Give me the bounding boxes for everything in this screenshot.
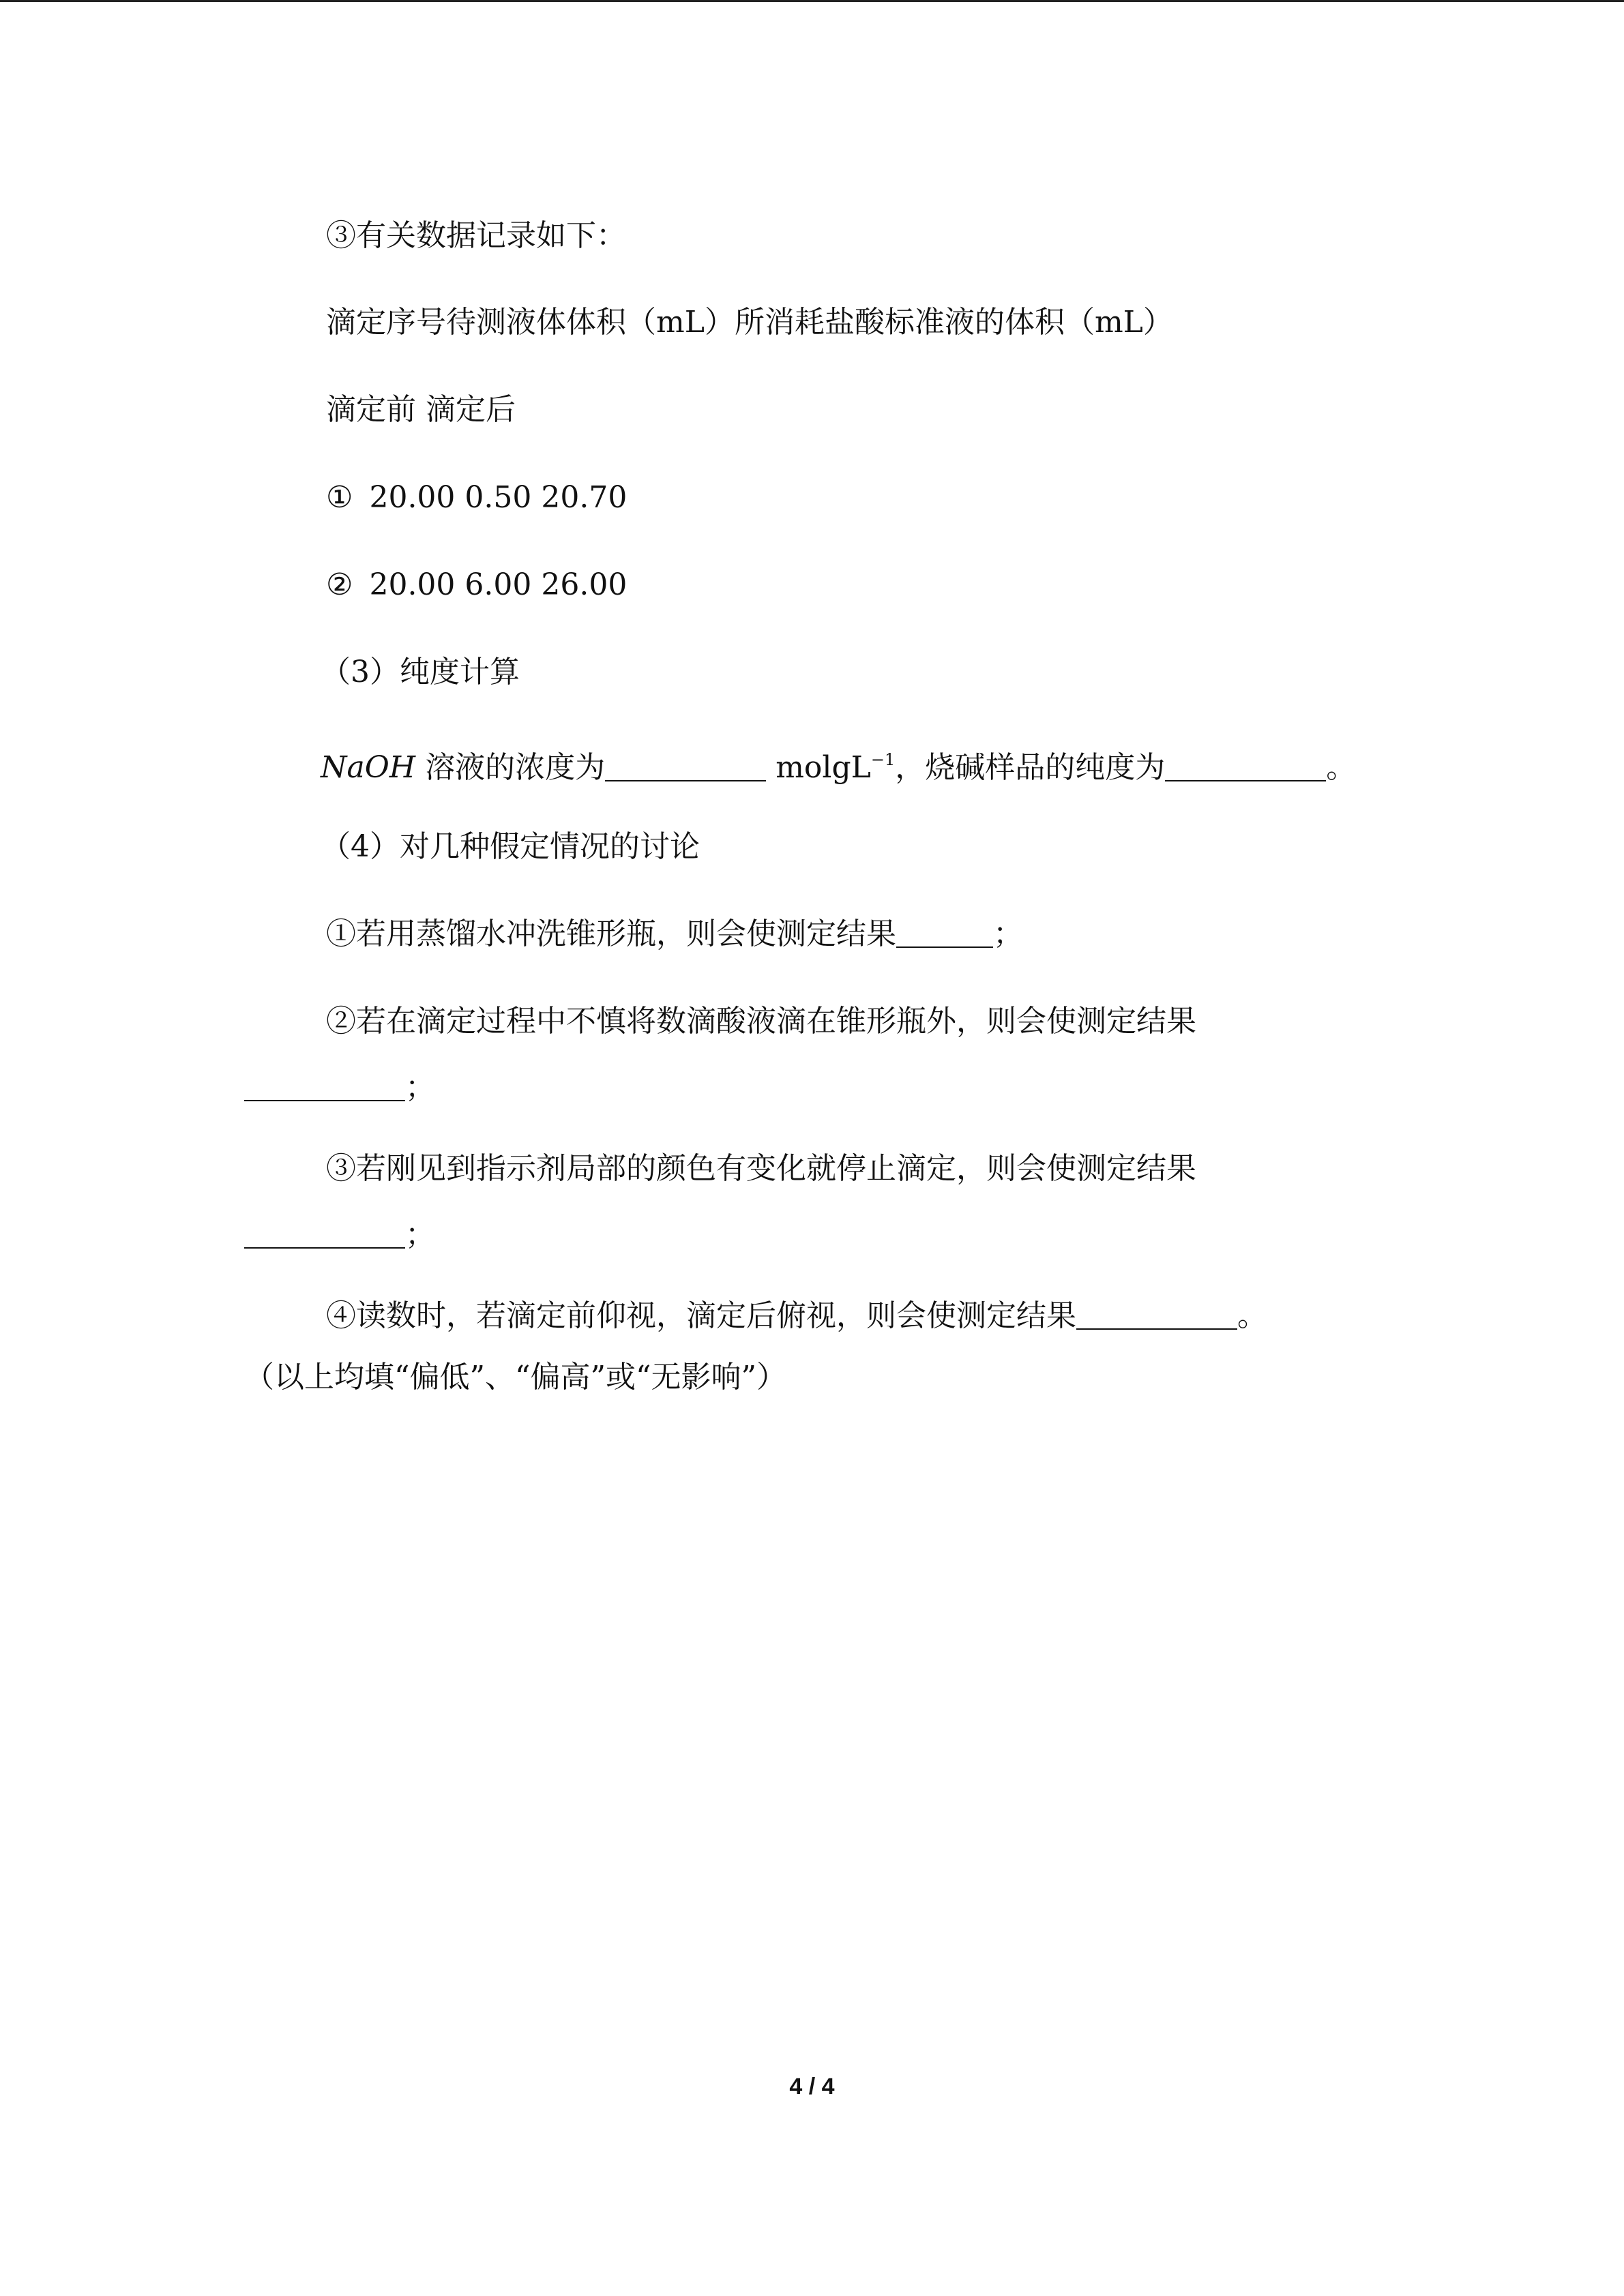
fill-instruction-note: （以上均填“偏低”、“偏高”或“无影响”） — [244, 1360, 786, 1395]
before-titration-label: 滴定前 — [326, 392, 416, 427]
discussion-item-2: ②若在滴定过程中不慎将数滴酸液滴在锥形瓶外，则会使测定结果 — [326, 1004, 1196, 1039]
row-number: ① — [326, 480, 353, 515]
table-header-line: 滴定序号待测液体体积（mL）所消耗盐酸标准液的体积（mL） — [326, 305, 1173, 340]
answer-blank-item-2[interactable] — [244, 1073, 405, 1101]
discussion-item-3: ③若刚见到指示剂局部的颜色有变化就停止滴定，则会使测定结果 — [326, 1151, 1196, 1186]
section-3-heading: （3）纯度计算 — [321, 655, 520, 689]
row-values: 20.00 0.50 20.70 — [369, 480, 628, 515]
answer-blank-concentration[interactable] — [605, 753, 766, 781]
titration-row-2 — [326, 565, 627, 606]
unit-text: molgL — [776, 750, 871, 785]
answer-blank-purity[interactable] — [1165, 753, 1326, 781]
table-subheader-line — [326, 389, 516, 430]
page-number: 4 / 4 — [789, 2074, 835, 2100]
answer-blank-item-1[interactable] — [896, 919, 993, 948]
section-4-heading: （4）对几种假定情况的讨论 — [321, 829, 700, 864]
data-record-heading: ③有关数据记录如下： — [326, 218, 626, 253]
titration-row-1 — [326, 477, 627, 518]
discussion-item-4: ④读数时，若滴定前仰视，滴定后俯视，则会使测定结果 。 — [326, 1298, 1267, 1333]
unit-exponent: −1 — [870, 750, 896, 769]
naoh-formula: NaOH — [321, 750, 416, 785]
concentration-question: NaOH 溶液的浓度为 molgL$^{-1}$，烧碱样品的纯度为 。 — [321, 750, 1357, 785]
discussion-item-2-continuation: ； — [244, 1067, 435, 1108]
discussion-item-3-continuation: ； — [244, 1214, 435, 1255]
discussion-item-1: ①若用蒸馏水冲洗锥形瓶，则会使测定结果 ； — [326, 916, 1023, 951]
top-border — [0, 0, 1624, 2]
after-titration-label: 滴定后 — [426, 392, 516, 427]
row-values: 20.00 6.00 26.00 — [369, 567, 628, 602]
row-number: ② — [326, 567, 353, 602]
answer-blank-item-4[interactable] — [1076, 1301, 1237, 1330]
answer-blank-item-3[interactable] — [244, 1220, 405, 1249]
